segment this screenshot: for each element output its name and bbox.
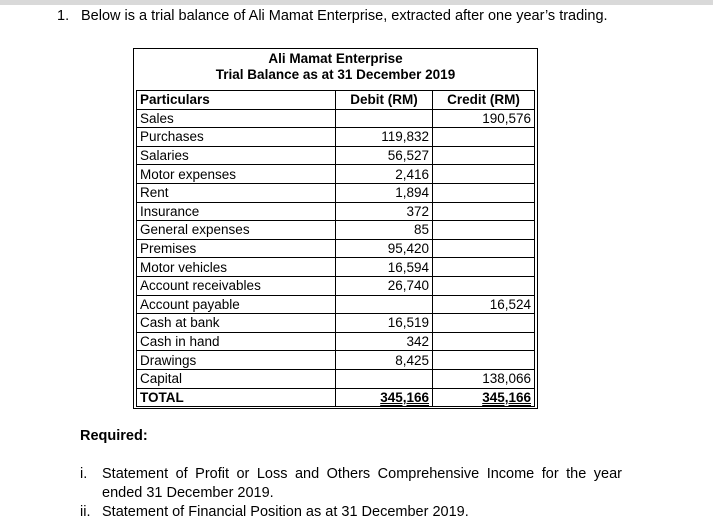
- table-row: [137, 258, 535, 277]
- cell-credit: [433, 239, 535, 258]
- cell-debit: 372: [336, 202, 433, 221]
- cell-debit: 119,832: [336, 128, 433, 147]
- question-text: [57, 8, 608, 24]
- table-row: [137, 109, 535, 128]
- trial-balance-subtitle: Trial Balance as at 31 December 2019: [215, 67, 456, 82]
- table-row: [137, 183, 535, 202]
- cell-debit: [336, 295, 433, 314]
- top-scroll-bar: [0, 0, 713, 5]
- cell-credit: [433, 258, 535, 277]
- table-row: [137, 369, 535, 388]
- column-header-credit: Credit (RM): [433, 91, 535, 110]
- cell-credit: [433, 128, 535, 147]
- cell-particular: Motor vehicles: [137, 258, 336, 277]
- cell-credit: 138,066: [433, 369, 535, 388]
- cell-particular: Capital: [137, 369, 336, 388]
- cell-debit: [336, 369, 433, 388]
- cell-particular: Purchases: [137, 128, 336, 147]
- cell-debit: 2,416: [336, 165, 433, 184]
- required-list: [80, 465, 622, 522]
- table-row: [137, 165, 535, 184]
- table-header-row: [137, 91, 535, 110]
- table-row: [137, 221, 535, 240]
- cell-credit: 16,524: [433, 295, 535, 314]
- column-header-debit: Debit (RM): [336, 91, 433, 110]
- cell-particular: Cash at bank: [137, 314, 336, 333]
- total-credit: 345,166: [433, 388, 535, 407]
- cell-credit: [433, 314, 535, 333]
- table-row: [137, 351, 535, 370]
- total-debit: 345,166: [336, 388, 433, 407]
- cell-particular: Account receivables: [137, 276, 336, 295]
- required-item-marker: i.: [80, 466, 88, 482]
- trial-balance-body: [137, 109, 535, 388]
- cell-debit: 95,420: [336, 239, 433, 258]
- required-item-text: Statement of Profit or Loss and Others Comprehensive Income for the year ended 31 December 2019.: [102, 466, 622, 501]
- cell-debit: 8,425: [336, 351, 433, 370]
- required-item-text: Statement of Financial Position as at 31 December 2019.: [102, 504, 469, 520]
- table-row: [137, 276, 535, 295]
- cell-credit: [433, 146, 535, 165]
- cell-credit: [433, 351, 535, 370]
- cell-credit: [433, 332, 535, 351]
- cell-debit: 56,527: [336, 146, 433, 165]
- question-number: 1.: [57, 8, 70, 24]
- trial-balance-box: [133, 48, 538, 409]
- cell-particular: Premises: [137, 239, 336, 258]
- cell-particular: Motor expenses: [137, 165, 336, 184]
- cell-particular: Insurance: [137, 202, 336, 221]
- cell-credit: [433, 183, 535, 202]
- total-label: TOTAL: [137, 388, 336, 407]
- column-header-particulars: Particulars: [137, 91, 336, 110]
- company-name: Ali Mamat Enterprise: [268, 51, 403, 66]
- cell-debit: 1,894: [336, 183, 433, 202]
- required-item: [80, 465, 622, 503]
- table-row: [137, 239, 535, 258]
- table-row: [137, 146, 535, 165]
- cell-credit: [433, 202, 535, 221]
- cell-particular: Account payable: [137, 295, 336, 314]
- cell-credit: 190,576: [433, 109, 535, 128]
- required-heading: Required:: [80, 428, 148, 444]
- cell-particular: Drawings: [137, 351, 336, 370]
- table-row: [137, 332, 535, 351]
- cell-credit: [433, 165, 535, 184]
- cell-particular: Sales: [137, 109, 336, 128]
- table-row: [137, 295, 535, 314]
- table-row: [137, 128, 535, 147]
- cell-debit: 342: [336, 332, 433, 351]
- cell-debit: 85: [336, 221, 433, 240]
- cell-particular: Rent: [137, 183, 336, 202]
- cell-debit: [336, 109, 433, 128]
- cell-credit: [433, 221, 535, 240]
- cell-particular: General expenses: [137, 221, 336, 240]
- cell-particular: Cash in hand: [137, 332, 336, 351]
- cell-credit: [433, 276, 535, 295]
- cell-debit: 16,519: [336, 314, 433, 333]
- cell-debit: 16,594: [336, 258, 433, 277]
- trial-balance-table: [136, 90, 535, 407]
- total-row: [137, 388, 535, 407]
- table-row: [137, 202, 535, 221]
- required-item-marker: ii.: [80, 504, 91, 520]
- question-body: Below is a trial balance of Ali Mamat Enterprise, extracted after one year’s trading.: [81, 8, 608, 24]
- table-row: [137, 314, 535, 333]
- cell-particular: Salaries: [137, 146, 336, 165]
- cell-debit: 26,740: [336, 276, 433, 295]
- required-item: [80, 503, 622, 522]
